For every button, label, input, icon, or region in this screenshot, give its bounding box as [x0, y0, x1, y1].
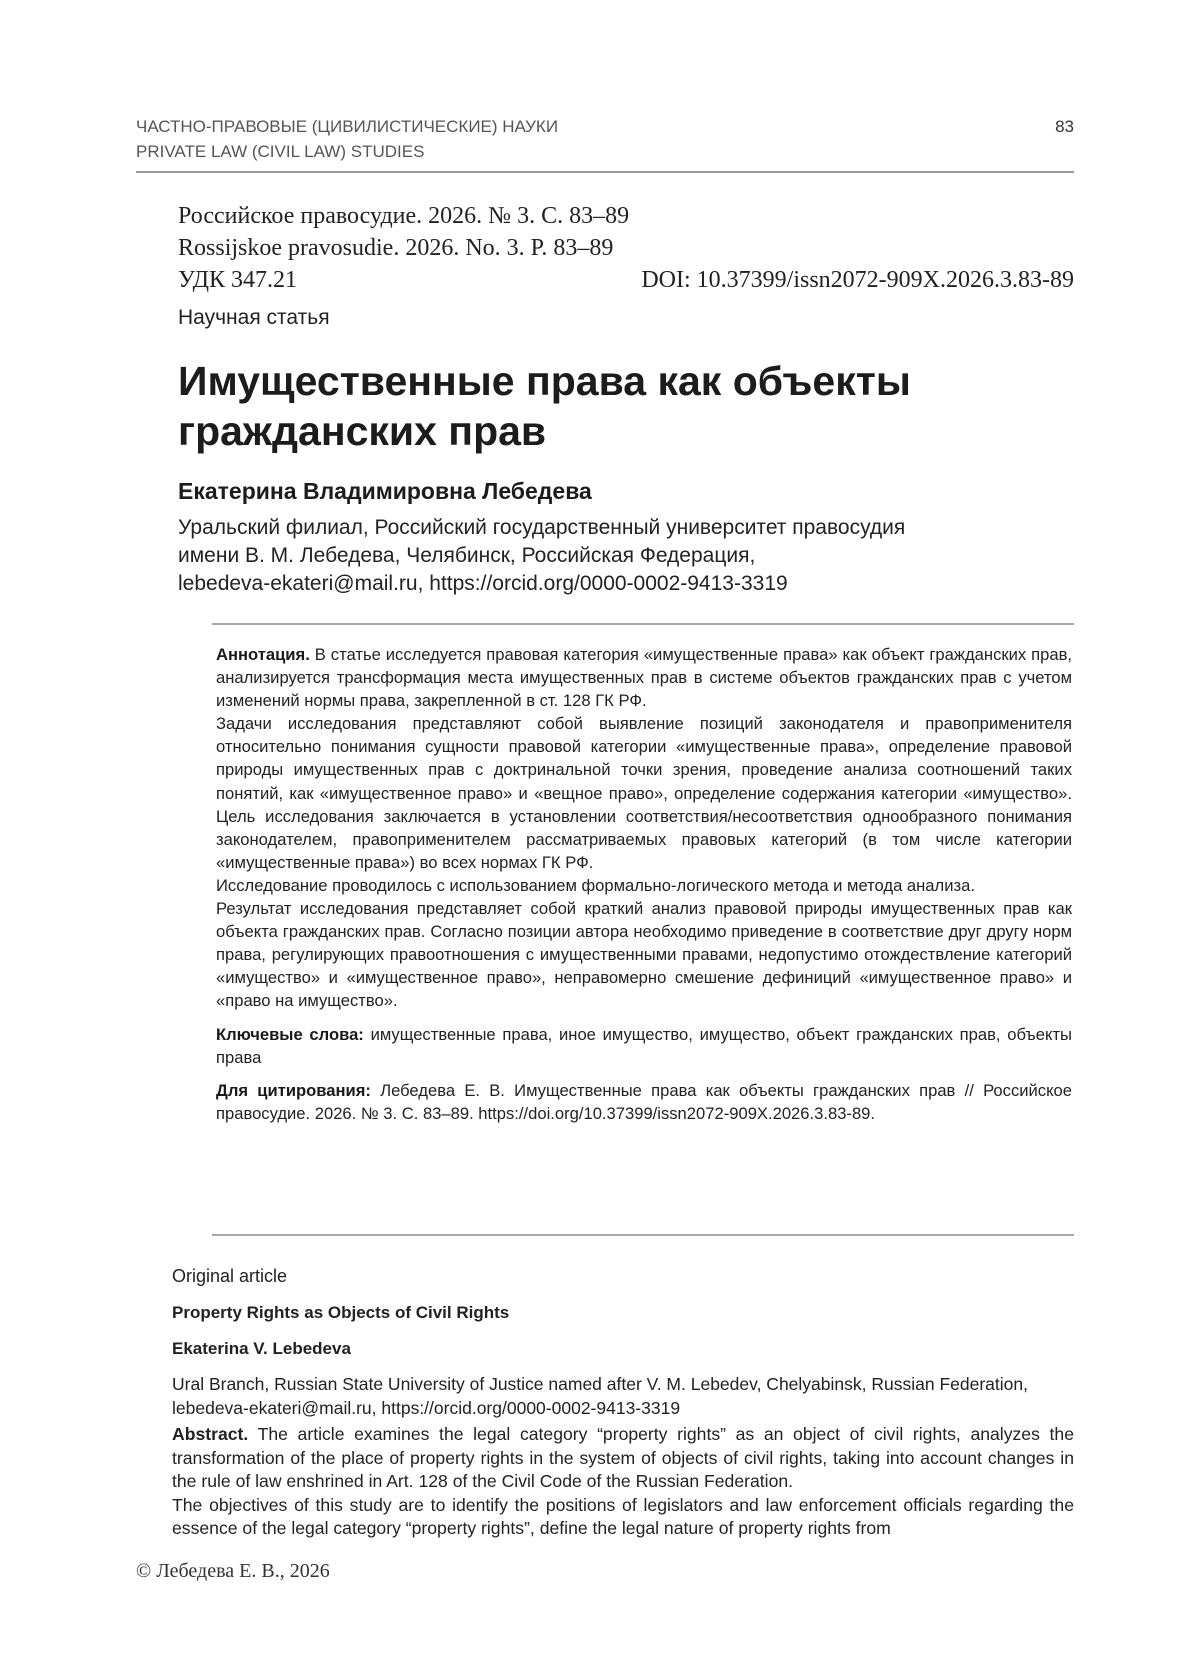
abstract-bottom-divider	[212, 1234, 1074, 1236]
abstract-en-p1	[172, 1423, 1074, 1494]
affiliation-line-2: имени В. М. Лебедева, Челябинск, Российская Федерация,	[178, 544, 756, 567]
citation-ru	[216, 1079, 1072, 1125]
running-header	[136, 114, 1074, 164]
abstract-en	[172, 1423, 1074, 1541]
abstract-top-divider	[212, 623, 1074, 625]
article-type-ru: Научная статья	[178, 306, 330, 329]
abstract-ru-label: Аннотация.	[216, 645, 310, 664]
article-type-en: Original article	[172, 1266, 288, 1286]
abstract-ru-p2: Задачи исследования представляют собой выявление позиций законодателя и правоприменителя относительно понимания сущности правовой категории «имущественные права», определение правовой природы имущественных прав с доктринальной точки зрения, проведение анализа соотношений таких понятий, как «имущественное право» и «вещное право», определение содержания категории «имущество». Цель исследования заключается в установлении соответствия/несоответствия однообразного понимания законодателем, правоприменителем рассматриваемых правовых категорий (в том числе категории «имущественные права») во всех нормах ГК РФ.	[216, 714, 1072, 872]
citation-ru-text: Лебедева Е. В. Имущественные права как объекты гражданских прав // Российское правосудие. 2026. № 3. С. 83–89. https://doi.org/10.37399/issn2072-909X.2026.3.83-89.	[216, 1080, 1072, 1123]
abstract-en-text-1: The article examines the legal category “property rights” as an object of civil rights, analyzes the transformation of the place of property rights in the system of objects of civil rights, taking into account changes in the rule of law enshrined in Art. 128 of the Civil Code of the Russian Federation.	[172, 1424, 1074, 1491]
article-title-ru	[178, 356, 1058, 456]
section-title-en: PRIVATE LAW (CIVIL LAW) STUDIES	[136, 142, 425, 161]
page-number: 83	[1055, 117, 1074, 136]
abstract-ru-box	[216, 643, 1072, 1125]
journal-citation-translit: Rossijskoe pravosudie. 2026. No. 3. P. 83–89	[178, 235, 614, 261]
title-line-1: Имущественные права как объекты	[178, 358, 911, 404]
article-title-en: Property Rights as Objects of Civil Rights	[172, 1303, 510, 1322]
doi: DOI: 10.37399/issn2072-909X.2026.3.83-89	[641, 267, 1074, 293]
author-name-ru: Екатерина Владимировна Лебедева	[178, 478, 592, 504]
author-affiliation-en: Ural Branch, Russian State University of Justice named after V. M. Lebedev, Chelyabinsk, Russian Federation, lebedeva-ekateri@mail.ru, https://orcid.org/0000-0002-9413-3319	[172, 1374, 1028, 1418]
journal-citation-block	[178, 200, 1074, 296]
abstract-en-p2: The objectives of this study are to identify the positions of legislators and law enforcement officials regarding the essence of the legal category “property rights”, define the legal nature of property rights from	[172, 1494, 1074, 1538]
affiliation-line-3: lebedeva-ekateri@mail.ru, https://orcid.org/0000-0002-9413-3319	[178, 572, 788, 595]
author-affiliation-ru	[178, 514, 1078, 598]
abstract-en-label: Abstract.	[172, 1424, 249, 1444]
author-name-en: Ekaterina V. Lebedeva	[172, 1339, 351, 1358]
title-line-2: гражданских прав	[178, 408, 547, 454]
abstract-ru-p3: Исследование проводилось с использованием формально-логического метода и метода анализа.	[216, 875, 975, 895]
affiliation-line-1: Уральский филиал, Российский государственный университет правосудия	[178, 516, 906, 539]
journal-citation-ru: Российское правосудие. 2026. № 3. С. 83–89	[178, 203, 630, 229]
udk-code: УДК 347.21	[178, 267, 297, 293]
header-divider	[136, 171, 1074, 173]
section-title-ru: ЧАСТНО-ПРАВОВЫЕ (ЦИВИЛИСТИЧЕСКИЕ) НАУКИ	[136, 117, 559, 136]
udk-doi-row	[178, 264, 1074, 296]
keywords-ru	[216, 1023, 1072, 1069]
abstract-ru-p1	[216, 643, 1072, 712]
keywords-ru-label: Ключевые слова:	[216, 1024, 364, 1044]
citation-ru-label: Для цитирования:	[216, 1080, 371, 1100]
abstract-ru-p4: Результат исследования представляет собой краткий анализ правовой природы имущественных прав как объекта гражданских прав. Согласно позиции автора необходимо приведение в соответствие друг другу норм права, регулирующих правоотношения с имущественными правами, недопустимо отождествление категорий «имущество» и «имущественное право», неправомерно смешение дефиниций «имущественное право» и «право на имущество».	[216, 899, 1072, 1011]
copyright-notice: © Лебедева Е. В., 2026	[136, 1560, 330, 1582]
keywords-ru-text: имущественные права, иное имущество, имущество, объект гражданских прав, объекты права	[216, 1024, 1072, 1067]
abstract-ru-text-1: В статье исследуется правовая категория «имущественные права» как объект гражданских прав, анализируется трансформация места имущественных прав в системе объектов гражданских прав с учетом изменений нормы права, закрепленной в ст. 128 ГК РФ.	[216, 645, 1072, 711]
